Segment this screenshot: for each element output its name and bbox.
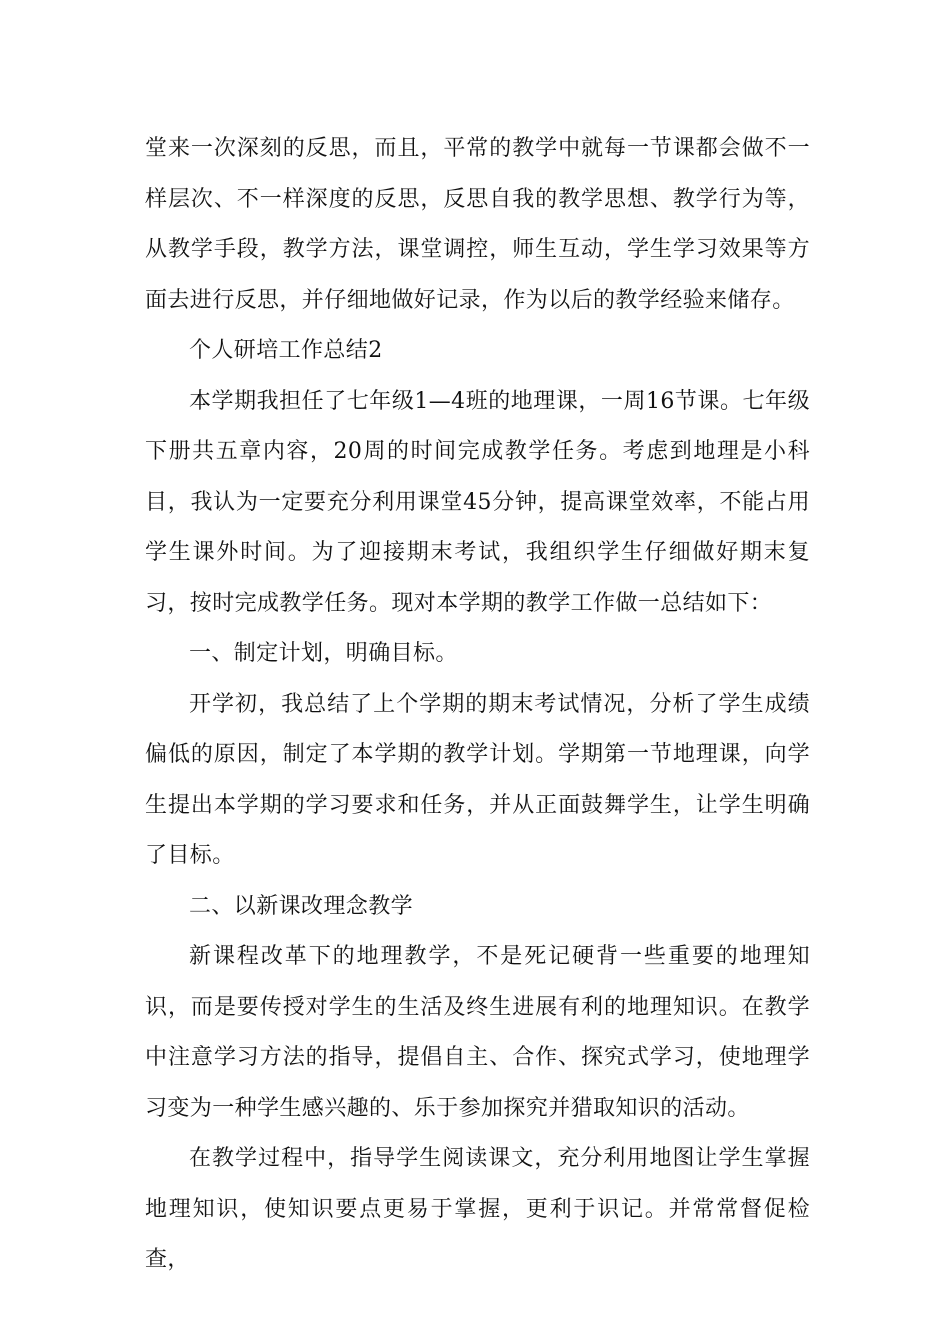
- section-title: 个人研培工作总结2: [189, 338, 383, 363]
- paragraph-reflection-continuation: 堂来一次深刻的反思，而且，平常的教学中就每一节课都会做不一样层次、不一样深度的反思，反思自我的教学思想、教学行为等，从教学手段，教学方法，课堂调控，师生互动，学生学习效果等方面去进行反思，并仔细地做好记录，作为以后的教学经验来储存。: [145, 136, 810, 313]
- paragraph-teaching-process: 在教学过程中，指导学生阅读课文，充分利用地图让学生掌握地理知识，使知识要点更易于掌握，更利于识记。并常常督促检查，: [145, 1146, 810, 1272]
- document-body: [145, 124, 810, 1286]
- paragraph-new-curriculum: 新课程改革下的地理教学，不是死记硬背一些重要的地理知识，而是要传授对学生的生活及终生进展有利的地理知识。在教学中注意学习方法的指导，提倡自主、合作、探究式学习，使地理学习变为一种学生感兴趣的、乐于参加探究并猎取知识的活动。: [145, 944, 810, 1121]
- section-heading-plan: 一、制定计划，明确目标。: [189, 641, 458, 666]
- paragraph-intro: 本学期我担任了七年级1—4班的地理课，一周16节课。七年级下册共五章内容，20周的时间完成教学任务。考虑到地理是小科目，我认为一定要充分利用课堂45分钟，提高课堂效率，不能占用学生课外时间。为了迎接期末考试，我组织学生仔细做好期末复习，按时完成教学任务。现对本学期的教学工作做一总结如下：: [145, 388, 810, 616]
- paragraph-plan: 开学初，我总结了上个学期的期末考试情况，分析了学生成绩偏低的原因，制定了本学期的教学计划。学期第一节地理课，向学生提出本学期的学习要求和任务，并从正面鼓舞学生，让学生明确了目标。: [145, 691, 810, 868]
- section-heading-new-curriculum: 二、以新课改理念教学: [189, 893, 414, 919]
